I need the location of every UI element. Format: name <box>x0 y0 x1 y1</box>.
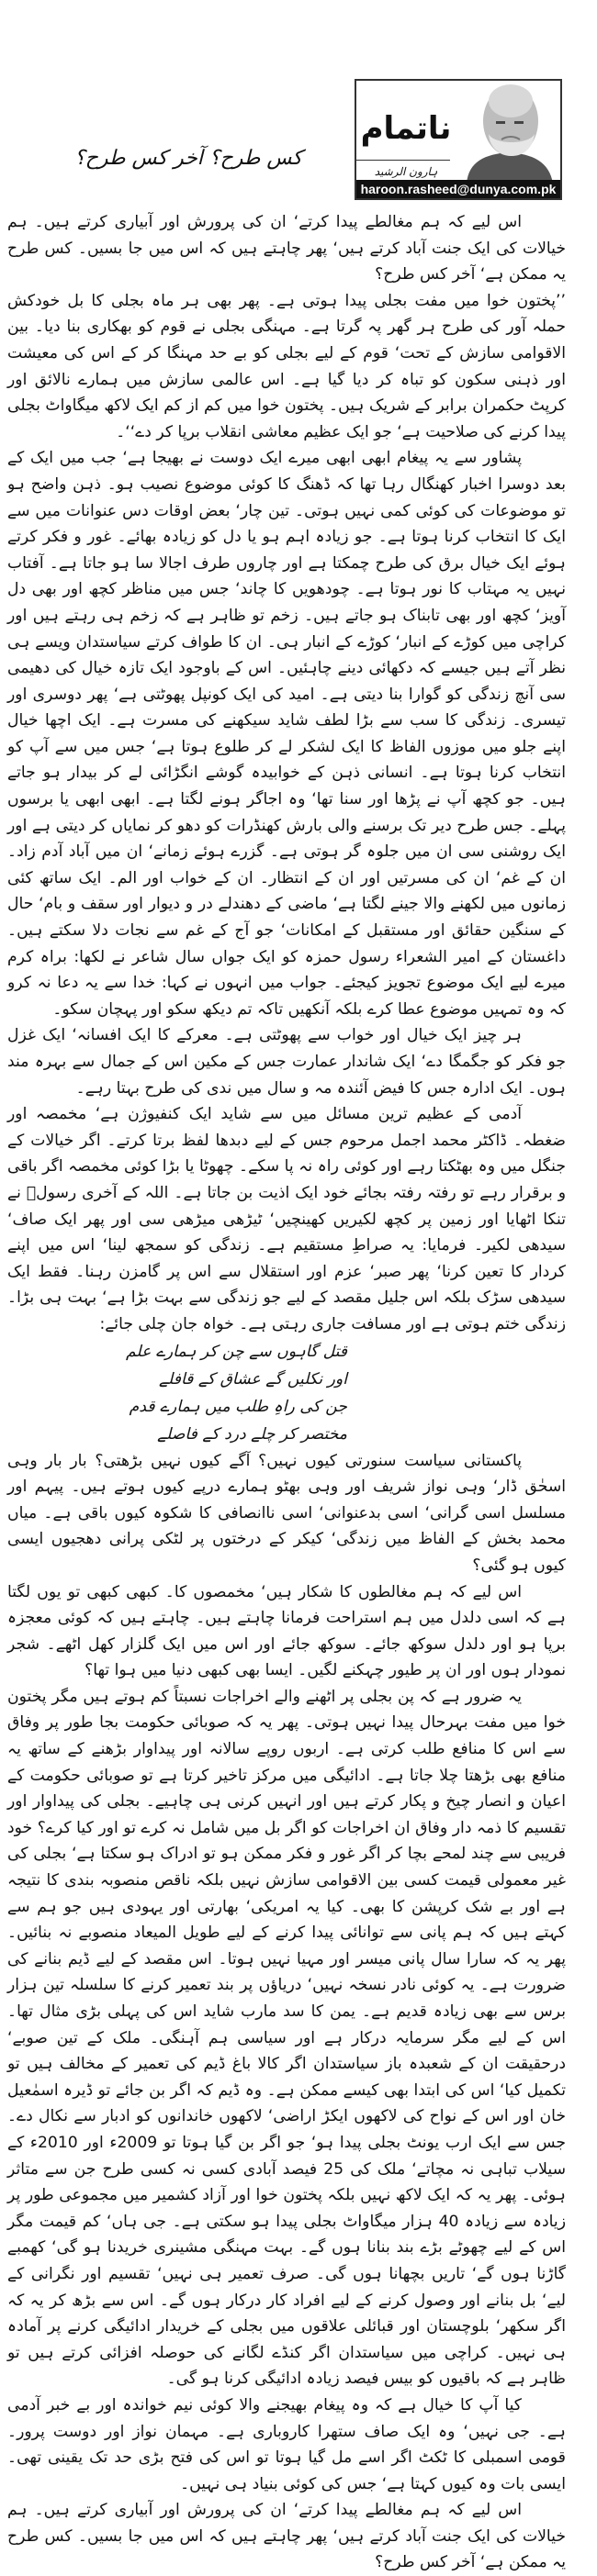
poem <box>7 1338 566 1448</box>
article-body <box>7 209 566 2576</box>
poem-line: مختصر کر چلے درد کے فاصلے <box>157 1424 347 1444</box>
column-logo <box>355 79 562 200</box>
logo-divider <box>356 160 450 161</box>
headline: کس طرح؟ آخر کس طرح؟ <box>74 147 302 170</box>
paragraph: یہ ضرور ہے کہ پن بجلی پر اٹھنے والے اخراجات نسبتاً کم ہوتے ہیں مگر پختون خوا میں مفت بہرحال پیدا نہیں ہوتی۔ پھر یہ کہ صوبائی حکومت بجا طور پر وفاق سے اس کا منافع طلب کرتی ہے۔ اربوں روپے سالانہ اور پیداوار بڑھنے کے ساتھ یہ منافع بھی بڑھتا چلا جاتا ہے۔ ادائیگی میں مرکز تاخیر کرتا ہے تو صوبائی حکومت کے اعیان و انصار چیخ و پکار کرتے ہیں اور انہیں کرنی ہی چاہیے۔ بجلی کی پیداوار اور تقسیم کا ذمہ دار وفاق ان اخراجات کو اگر بل میں شامل نہ کرے تو اور کیا کرے؟ خود فریبی سے چند لمحے بچا کر اگر غور و فکر ممکن ہو تو ادراک ہو سکتا ہے‘ بجلی کی غیر معمولی قیمت کسی بین الاقوامی سازش نہیں بلکہ ناقص منصوبہ بندی کا نتیجہ ہے اور بے شک کرپشن کا بھی۔ کیا یہ امریکی‘ بھارتی اور یہودی ہیں جو ہم سے کہتے ہیں کہ ہم پانی سے توانائی پیدا کرنے کے لیے طویل المیعاد منصوبے نہ بنائیں۔ پھر یہ کہ سارا سال پانی میسر اور مہیا نہیں ہوتا۔ اس مقصد کے لیے ڈیم بنانے کی ضرورت ہے۔ یہ کوئی نادر نسخہ نہیں‘ دریاؤں پر بند تعمیر کرنے کا سلسلہ تین ہزار برس سے بھی زیادہ قدیم ہے۔ یمن کا سد مارب شاید اس کی پہلی بڑی مثال تھا۔ اس کے لیے مگر سرمایہ درکار ہے اور سیاسی ہم آہنگی۔ ملک کے تین صوبے‘ درحقیقت ان کے شعبدہ باز سیاستدان اگر کالا باغ ڈیم کی تعمیر کے مخالف ہیں تو تکمیل کیا‘ اس کی ابتدا بھی کیسے ممکن ہے۔ وہ ڈیم کہ اگر بن جائے تو ڈیرہ اسمٰعیل خان اور اس کے نواح کی لاکھوں ایکڑ اراضی‘ لاکھوں خاندانوں کو ادبار سے نکال دے۔ جس سے ایک ارب یونٹ بجلی پیدا ہو‘ جو اگر بن گیا ہوتا تو 2009ء اور 2010ء کے سیلاب تباہی نہ مچاتے‘ ملک کی 25 فیصد آبادی کسی نہ کسی طرح جن سے متاثر ہوئی۔ پھر یہ کہ ایک لاکھ نہیں بلکہ پختون خوا اور آزاد کشمیر میں مجموعی طور پر زیادہ سے زیادہ 40 ہزار میگاواٹ بجلی پیدا ہو سکتی ہے۔ جی ہاں‘ کم قیمت مگر اس کے لیے چھوٹے بڑے بند بنانا ہوں گے۔ بہت مہنگی مشینری خریدنا ہو گی‘ کھمبے گاڑنا ہوں گے‘ تاریں بچھانا ہوں گی۔ صرف تعمیر ہی نہیں‘ تقسیم اور نگرانی کے لیے‘ بل بنانے اور وصول کرنے کے لیے افراد کار درکار ہوں گے۔ اس سے بڑھ کر یہ کہ اگر سکھر‘ بلوچستان اور قبائلی علاقوں میں بجلی کے خریدار ادائیگی کرنے پر آمادہ ہی نہیں۔ کراچی میں سیاستدان اگر کنڈے لگانے کی حوصلہ افزائی کرتے ہیں تو ظاہر ہے کہ باقیوں کو بیس فیصد زیادہ ادائیگی کرنا ہو گی۔ <box>7 1687 567 2389</box>
column-title: ناتمام <box>360 110 452 147</box>
column-header <box>0 0 597 207</box>
poem-line: جن کی راہِ طلب میں ہمارے قدم <box>129 1397 347 1416</box>
paragraph: کیا آپ کا خیال ہے کہ وہ پیغام بھیجنے والا کوئی نیم خواندہ اور بے خبر آدمی ہے۔ جی نہیں‘ وہ ایک صاف ستھرا کاروباری ہے۔ مہمان نواز اور دوست پرور۔ قومی اسمبلی کا ٹکٹ اگر اسے مل گیا ہوتا تو اس کی فتح بڑی حد تک یقینی تھی۔ ایسی بات وہ کیوں کہتا ہے‘ جس کی کوئی بنیاد ہی نہیں۔ <box>7 2395 566 2493</box>
paragraph: پاکستانی سیاست سنورتی کیوں نہیں؟ آگے کیوں نہیں بڑھتی؟ بار بار وہی اسحٰق ڈار‘ وہی نواز شریف اور وہی بھٹو ہمارے درپے کیوں ہوتے ہیں۔ پیہم اور مسلسل اسی گرانی‘ اسی بدعنوانی‘ اسی ناانصافی کا شکوہ کیوں باقی ہے۔ میاں محمد بخش کے الفاظ میں زندگی‘ کیکر کے درختوں پر لٹکی پرانی دھجیوں ایسی کیوں ہو گئی؟ <box>7 1451 566 1575</box>
author-name: ہارون الرشید <box>374 165 438 178</box>
paragraph: اس لیے کہ ہم مغالطے پیدا کرتے‘ ان کی پرورش اور آبیاری کرتے ہیں۔ ہم خیالات کی ایک جنت آباد کرتے ہیں‘ پھر چاہتے ہیں کہ اس میں جا بسیں۔ کس طرح یہ ممکن ہے‘ آخر کس طرح؟ <box>7 2501 566 2572</box>
paragraph: اس لیے کہ ہم مغالطوں کا شکار ہیں‘ مخمصوں کا۔ کبھی کبھی تو یوں لگتا ہے کہ اسی دلدل میں ہم استراحت فرمانا چاہتے ہیں۔ چاہتے ہیں کہ کوئی معجزہ برپا ہو اور دلدل سوکھ جائے۔ سوکھ جائے اور اس میں ایک گلزار کھل اٹھے۔ شجر نمودار ہوں اور ان پر طیور چہکنے لگیں۔ ایسا بھی کبھی دنیا میں ہوا تھا؟ <box>7 1582 566 1680</box>
paragraph: ہر چیز ایک خیال اور خواب سے پھوٹتی ہے۔ معرکے کا ایک افسانہ‘ ایک غزل جو فکر کو جگمگا دے‘ ایک شاندار عمارت جس کے مکین اس کے جمال سے بہرہ مند ہوں۔ ایک ادارہ جس کا فیض آئندہ مہ و سال میں ندی کی طرح بہتا رہے۔ <box>7 1026 566 1098</box>
paragraph: آدمی کے عظیم ترین مسائل میں سے شاید ایک کنفیوژن ہے‘ مخمصہ اور ضغطہ۔ ڈاکٹر محمد اجمل مرحوم جس کے لیے دبدھا لفظ برتا کرتے۔ اگر خیالات کے جنگل میں وہ بھٹکتا رہے اور کوئی راہ نہ پا سکے۔ چھوٹا یا بڑا کوئی مخمصہ اگر باقی و برقرار رہے تو رفتہ رفتہ بجائے خود ایک اذیت بن جاتا ہے۔ اللہ کے آخری رسولؐ نے تنکا اٹھایا اور زمین پر کچھ لکیریں کھینچیں‘ ٹیڑھی میڑھی سی اور پھر ایک صاف‘ سیدھی لکیر۔ فرمایا: یہ صراطِ مستقیم ہے۔ زندگی کو سمجھ لینا‘ اس میں اپنے کردار کا تعین کرنا‘ پھر صبر‘ عزم اور استقلال سے اس پر گامزن رہنا۔ فقط ایک سیدھی سڑک بلکہ اس جلیل مقصد کے لیے جو زندگی سے بہت بڑا ہے‘ بہت ہی بڑا۔ زندگی ختم ہوتی ہے اور مسافت جاری رہتی ہے۔ خواہ جان چلی جائے: <box>7 1105 566 1333</box>
paragraph: اس لیے کہ ہم مغالطے پیدا کرتے‘ ان کی پرورش اور آبیاری کرتے ہیں۔ ہم خیالات کی ایک جنت آباد کرتے ہیں‘ پھر چاہتے ہیں کہ اس میں جا بسیں۔ کس طرح یہ ممکن ہے‘ آخر کس طرح؟ <box>7 213 566 284</box>
author-portrait-icon <box>457 81 560 184</box>
paragraph: پشاور سے یہ پیغام ابھی ابھی میرے ایک دوست نے بھیجا ہے‘ جب میں ایک کے بعد دوسرا اخبار کھنگال رہا تھا کہ ڈھنگ کا کوئی موضوع نصیب ہو۔ ذہن واضح ہو تو موضوعات کی کوئی کمی نہیں ہوتی۔ تین چار‘ بعض اوقات دس عنوانات میں سے ایک کا انتخاب کرنا ہوتا ہے۔ جو زیادہ اہم ہو یا دل کو زیادہ بھائے۔ غور و فکر کرتے ہوئے ایک خیال برق کی طرح چمکتا ہے اور چاروں طرف اجالا سا ہو جاتا ہے۔ آفتاب نہیں یہ مہتاب کا نور ہوتا ہے۔ چودھویں کا چاند‘ جس میں مناظر کچھ اور بھی دل آویز‘ کچھ اور بھی تابناک ہو جاتے ہیں۔ زخم تو ظاہر ہے کہ زخم ہی رہتے ہیں اور کراچی میں کوڑے کے انبار‘ کوڑے کے انبار ہی۔ ان کا طواف کرتے سیاستدان ویسے ہی نظر آتے ہیں جیسے کہ دکھائی دینے چاہئیں۔ اس کے باوجود ایک تازہ خیال کی دھیمی سی آنچ زندگی کو گوارا بنا دیتی ہے۔ امید کی ایک کونپل پھوٹتی ہے‘ پھر دوسری اور تیسری۔ زندگی کا سب سے بڑا لطف شاید سیکھنے کی مسرت ہے۔ ایک اچھا خیال اپنے جلو میں موزوں الفاظ کا ایک لشکر لے کر طلوع ہوتا ہے‘ جس میں سے آپ کو انتخاب کرنا ہوتا ہے۔ انسانی ذہن کے خوابیدہ گوشے انگڑائی لے کر بیدار ہو جاتے ہیں۔ جو کچھ آپ نے پڑھا اور سنا تھا‘ وہ اجاگر ہونے لگتا ہے۔ ابھی ابھی یا برسوں پہلے۔ جس طرح دیر تک برسنے والی بارش کھنڈرات کو دھو کر نمایاں کر دیتی ہے اور ایک روشنی سی ان میں جلوہ گر ہوتی ہے۔ گزرے ہوئے زمانے‘ ان میں آباد آدم زاد۔ ان کے غم‘ ان کی مسرتیں اور ان کے انتظار۔ ان کے خواب اور الم۔ ایک ساتھ کئی زمانوں میں لکھنے والا جینے لگتا ہے‘ ماضی کے دھندلے در و دیوار اور سقف و بام‘ حال کے سنگین حقائق اور مستقبل کے امکانات‘ جو آج کے غم سے نجات دلا سکتے ہیں۔ داغستان کے امیر الشعراء رسول حمزہ کو ایک جواں سال شاعر نے لکھا: براہ کرم میرے لیے ایک موضوع تجویز کیجئے۔ جواب میں انہوں نے کہا: خدا سے یہ دعا نہ کرو کہ وہ تمہیں موضوع عطا کرے بلکہ آنکھیں تاکہ تم دیکھ سکو اور پہچان سکو۔ <box>7 449 566 1019</box>
author-email: haroon.rasheed@dunya.com.pk <box>356 180 560 198</box>
poem-line: اور نکلیں گے عشاق کے قافلے <box>158 1369 347 1388</box>
paragraph: ’’پختون خوا میں مفت بجلی پیدا ہوتی ہے۔ پھر بھی ہر ماہ بجلی کا بل خودکش حملہ آور کی طرح ہر گھر پہ گرتا ہے۔ مہنگی بجلی نے قوم کو بھکاری بنا دیا۔ بین الاقوامی سازش کے تحت‘ قوم کے لیے بجلی کو بے حد مہنگا کر کے اس کی معیشت اور ذہنی سکون کو تباہ کر دیا گیا ہے۔ اس عالمی سازش میں ہمارے نالائق اور کرپٹ حکمران برابر کے شریک ہیں۔ پختون خوا میں کم از کم ایک لاکھ میگاواٹ بجلی پیدا کرنے کی صلاحیت ہے‘ جو ایک عظیم معاشی انقلاب برپا کر دے‘‘۔ <box>7 291 566 441</box>
poem-line: قتل گاہوں سے چن کر ہمارے علم <box>125 1342 347 1361</box>
